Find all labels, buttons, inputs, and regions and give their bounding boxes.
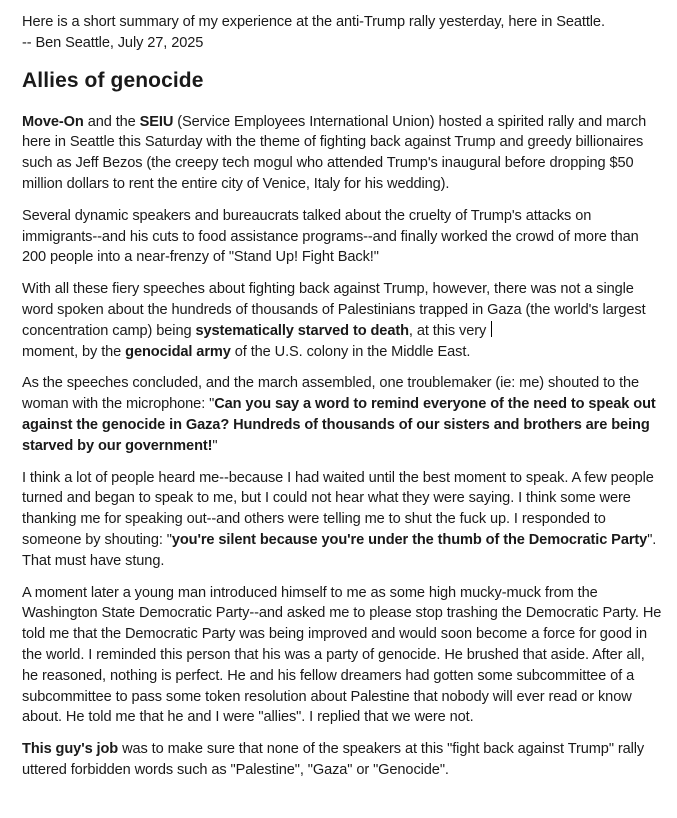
paragraph-6: A moment later a young man introduced himself to me as some high mucky-muck from the Washington State Democratic Party--and asked me to please stop trashing the Democratic Party. He told me that the Democratic Party was being improved and would soon become a force for good in the world. I reminded this person that his was a party of genocide. He brushed that aside. After all, he reasoned, nothing is perfect. He and his fellow dreamers had gotten some subcommittee of a subcommittee to pass some token resolution about Palestine that nobody will ever read or know about. He told me that he and I were "allies". I replied that we were not. [22,584,662,726]
bold-starved: systematically starved to death [195,322,409,339]
intro-line-2: -- Ben Seattle, July 27, 2025 [22,34,204,51]
paragraph-7: This guy's job was to make sure that none of the speakers at this "fight back against Trump" rally uttered forbidden words such as "Palestine", "Gaza" or "Genocide". [22,741,645,778]
bold-genocidal-army: genocidal army [125,343,231,360]
document-body [22,12,662,792]
bold-quote-gaza: Can you say a word to remind everyone of the need to speak out against the genocide in Gaza? Hundreds of thousands of our sisters and brothers are being starved by our government! [22,396,656,454]
bold-move-on: Move-On [22,113,84,130]
paragraph-5: I think a lot of people heard me--because I had waited until the best moment to speak. A few people turned and began to speak to me, but I could not hear what they were saying. I think some were thanking me for speaking out--and others were telling me to shut the fuck up. I responded to someone by shouting: "you're silent because you're under the thumb of the Democratic Party". That must have stung. [22,469,657,569]
bold-quote-silent: you're silent because you're under the thumb of the Democratic Party [171,531,648,548]
paragraph-2: Several dynamic speakers and bureaucrats talked about the cruelty of Trump's attacks on immigrants--and his cuts to food assistance programs--and finally worked the crowd of more than 200 people into a near-frenzy of "Stand Up! Fight Back!" [22,207,639,266]
intro-paragraph [22,12,662,54]
text-cursor [491,321,492,337]
section-heading: Allies of genocide [22,68,204,92]
bold-guys-job: This guy's job [22,741,119,758]
paragraph-4: As the speeches concluded, and the march assembled, one troublemaker (ie: me) shouted to the woman with the microphone: "Can you say a word to remind everyone of the need to speak out against the genocide in Gaza? Hundreds of thousands of our sisters and brothers are being starved by our government!" [22,375,656,454]
paragraph-1: Move-On and the SEIU (Service Employees International Union) hosted a spirited rally and march here in Seattle this Saturday with the theme of fighting back against Trump and greedy billionaires such as Jeff Bezos (the creepy tech mogul who attended Trump's inaugural before dropping $50 million dollars to rent the entire city of Venice, Italy for his wedding). [22,113,647,192]
paragraph-3: With all these fiery speeches about fighting back against Trump, however, there was not a single word spoken about the hundreds of thousands of Palestinians trapped in Gaza (the world's largest concentration camp) being systematically starved to death, at this very moment, by the genocidal army of the U.S. colony in the Middle East. [22,281,646,360]
bold-seiu: SEIU [139,113,174,130]
intro-line-1: Here is a short summary of my experience at the anti-Trump rally yesterday, here in Seattle. [22,14,605,30]
